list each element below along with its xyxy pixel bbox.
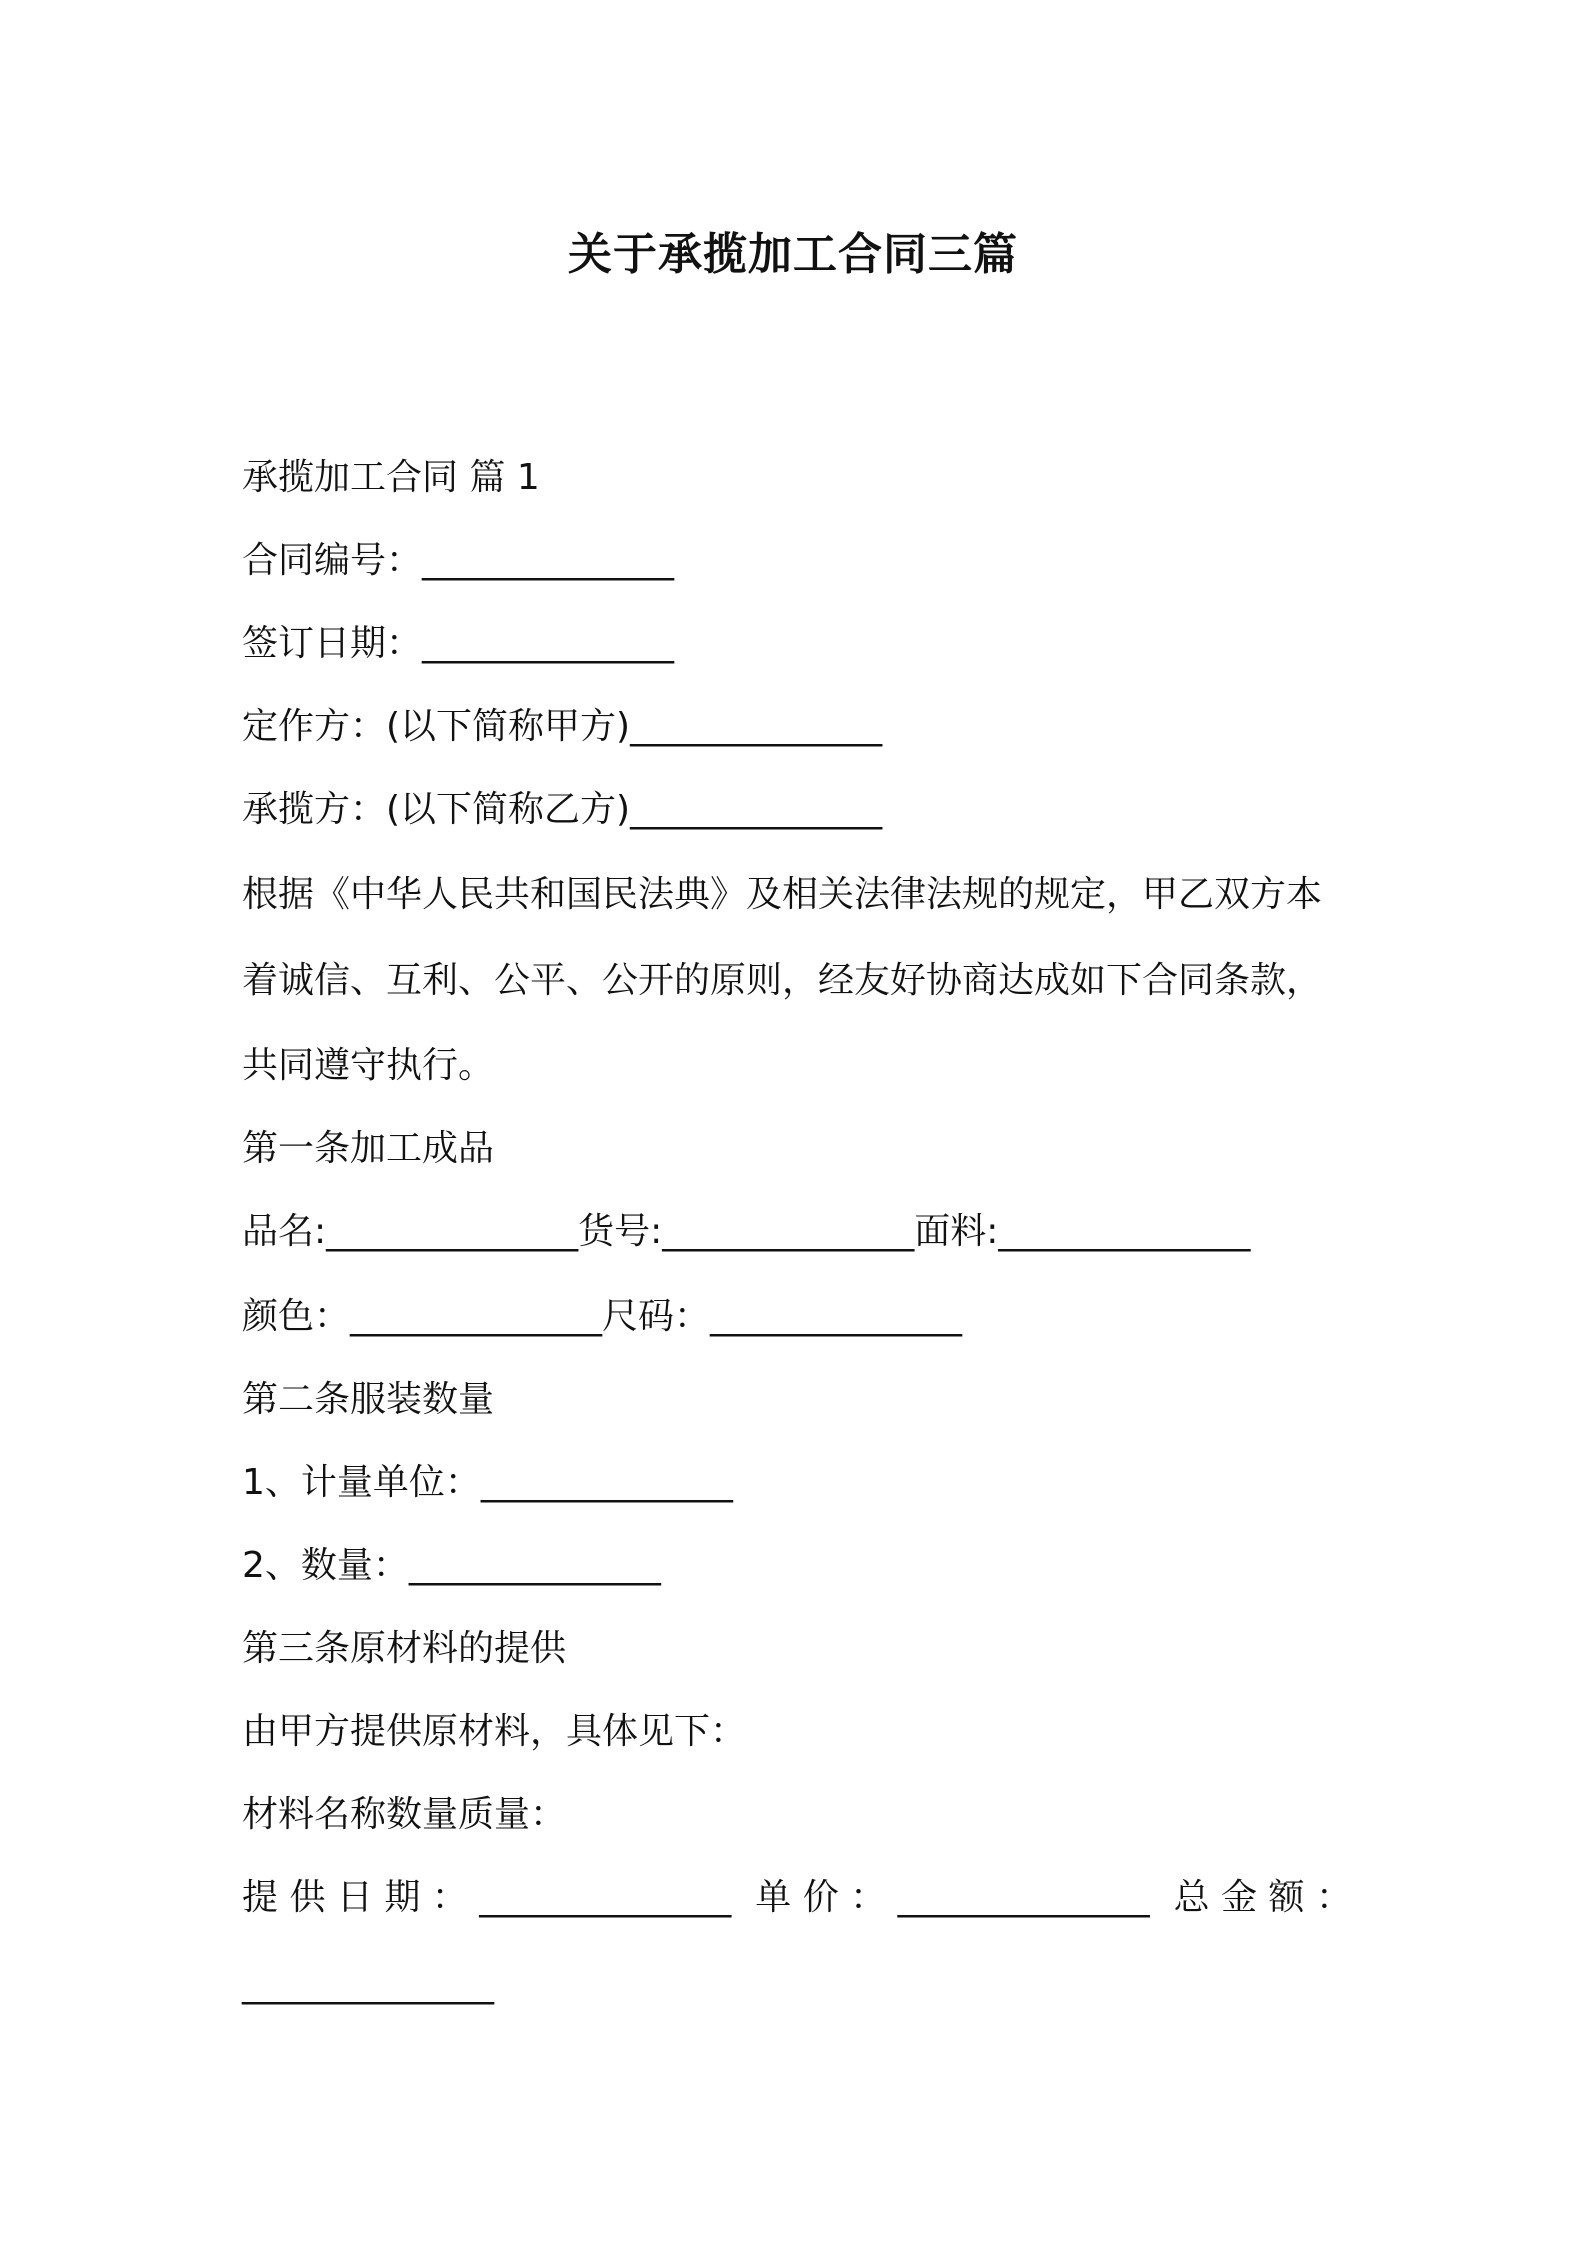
quantity-field: 2、数量：______________ <box>242 1545 661 1586</box>
party-a: 定作方：(以下简称甲方)______________ <box>242 706 883 747</box>
signing-date: 签订日期：______________ <box>242 623 675 664</box>
color-size-fields: 颜色：______________尺码：______________ <box>242 1296 963 1337</box>
total-amount-label: 总 金 额 ： <box>1173 1877 1352 1918</box>
party-b: 承揽方：(以下简称乙方)______________ <box>242 789 883 830</box>
material-spec-label: 材料名称数量质量： <box>242 1794 567 1835</box>
article-1-heading: 第一条加工成品 <box>242 1128 495 1169</box>
unit-price-field: 单 价 ： ______________ <box>755 1877 1150 1918</box>
preamble-line-3: 共同遵守执行。 <box>242 1045 495 1086</box>
document-title: 关于承揽加工合同三篇 <box>568 229 1018 280</box>
article-2-heading: 第二条服装数量 <box>242 1379 495 1420</box>
contract-number: 合同编号：______________ <box>242 540 675 581</box>
preamble-line-1: 根据《中华人民共和国民法典》及相关法律法规的规定，甲乙双方本 <box>242 874 1323 915</box>
material-supply-text: 由甲方提供原材料，具体见下： <box>242 1711 747 1752</box>
supply-date-field: 提 供 日 期 ： ______________ <box>242 1877 732 1918</box>
product-fields: 品名:______________货号:______________面料:______________ <box>242 1211 1251 1252</box>
unit-field: 1、计量单位：______________ <box>242 1462 733 1503</box>
article-3-heading: 第三条原材料的提供 <box>242 1628 567 1669</box>
supply-row <box>242 1873 1352 1923</box>
total-amount-blank: ______________ <box>242 1964 494 2005</box>
preamble-line-2: 着诚信、互利、公平、公开的原则，经友好协商达成如下合同条款， <box>242 960 1323 1001</box>
contract-heading: 承揽加工合同 篇 1 <box>242 457 540 498</box>
